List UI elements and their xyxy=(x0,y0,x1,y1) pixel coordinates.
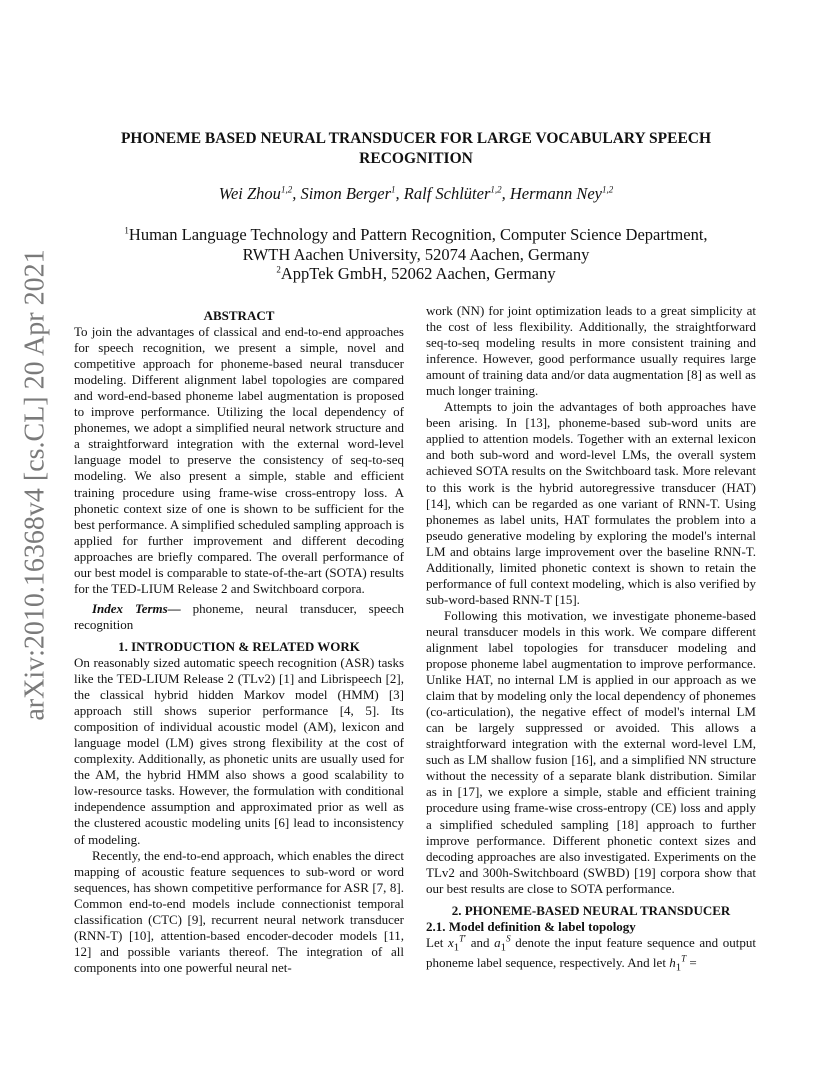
intro-paragraph-3: Attempts to join the advantages of both approaches have been arising. In [13], phoneme-based sub-word units are applied to attention models. Together with an external lexicon and both sub-word and word-level LMs, the overall system achieved SOTA results on the Switchboard task. More relevant to this work is the hybrid autoregressive transducer (HAT) [14], which can be regarded as one variant of RNN-T. Using phonemes as label units, HAT formulates the problem into a pseudo generative modeling by exploring the model's internal LM and obtains large improvement over the baseline RNN-T. Additionally, limited phonetic context is shown to retain the performance of full context modeling, which is also verified by sub-word-based RNN-T [15]. xyxy=(426,399,756,607)
author-affiliation-mark: 1,2 xyxy=(490,184,502,195)
author-name: Ralf Schlüter xyxy=(403,184,491,203)
author-name: Simon Berger xyxy=(300,184,392,203)
affiliation-1-line-1: $^1$Human Language Technology and Pattern Recognition, Computer Science Department, xyxy=(124,225,708,244)
section-2-heading: 2. PHONEME-BASED NEURAL TRANSDUCER xyxy=(451,902,731,918)
feature-sequence-symbol: x xyxy=(447,934,454,950)
arxiv-identifier: arXiv:2010.16368v4 [cs.CL] 20 Apr 2021 xyxy=(20,249,52,721)
author-affiliation-mark: 1,2 xyxy=(602,184,614,195)
affiliations xyxy=(84,225,748,284)
paper-title: PHONEME BASED NEURAL TRANSDUCER FOR LARGE VOCABULARY SPEECH RECOGNITION xyxy=(120,130,712,167)
subsection-2-1-heading: 2.1. Model definition & label topology xyxy=(426,918,636,934)
index-terms xyxy=(74,601,404,633)
author-name: Hermann Ney xyxy=(509,184,602,203)
affiliation-1-line-2: RWTH Aachen University, 52074 Aachen, Germany xyxy=(242,244,590,264)
hidden-sequence-symbol: h xyxy=(669,955,676,971)
abstract-text: To join the advantages of classical and end-to-end approaches for speech recognition, we present a simple, novel and competitive approach for phoneme-based neural transducer modeling. Different alignment label topologies are compared and word-end-based phoneme label augmentation is proposed to improve performance. Utilizing the local dependency of phonemes, we adopt a simplified neural network structure and a straightforward integration with the external word-level language model to preserve the consistency of seq-to-seq modeling. We also present a simple, stable and efficient training procedure using frame-wise cross-entropy loss. A phonetic context size of one is shown to be sufficient for the best performance. A simplified scheduled sampling approach is applied for further improvement and different decoding approaches are briefly compared. The overall performance of our best model is comparable to state-of-the-art (SOTA) results for the TED-LIUM Release 2 and Switchboard corpora. xyxy=(74,324,404,596)
intro-paragraph-2-continued: work (NN) for joint optimization leads to a great simplicity at the cost of less flexibility. Additionally, the straightforward seq-to-seq modeling results in more consistent training and inference. However, good performance usually requires large amount of training data and/or data augmentation [8] as well as much longer training. xyxy=(426,303,756,399)
right-column xyxy=(426,303,756,976)
arxiv-side-stamp xyxy=(6,249,66,721)
author-affiliation-mark: 1 xyxy=(391,184,396,195)
index-terms-label: Index Terms— xyxy=(92,600,181,616)
intro-paragraph-4: Following this motivation, we investigate phoneme-based neural transducer models in this work. We compare different alignment label topologies for transducer modeling and propose phoneme label augmentation to improve performance. Unlike HAT, no internal LM is applied in our approach as we claim that by modeling only the local dependency of phonemes (co-articulation), the negative effect of model's internal LM can be largely suppressed or avoided. This allows a straightforward integration with the external word-level LM, such as LM shallow fusion [16], and a simplified NN structure without the necessity of a separate blank distribution. Similar as in [17], we explore a simple, stable and efficient training procedure using frame-wise cross-entropy (CE) loss and apply a simplified scheduled sampling [18] approach to further improve performance. Different phonetic context sizes and decoding approaches are also investigated. Experiments on the TLv2 and 300h-Switchboard (SWBD) [19] corpora show that our best results are close to SOTA performance. xyxy=(426,607,756,896)
affiliation-2: $^2$AppTek GmbH, 52062 Aachen, Germany xyxy=(276,264,556,283)
label-sequence-symbol: a xyxy=(494,934,501,950)
section-2-text: Let $x_1^{T'}$ and $a_1^S$ denote the input feature sequence and output phoneme label sequence, respectively. And let $h_1^T$ = xyxy=(426,933,756,975)
left-column xyxy=(74,308,404,976)
abstract-heading: ABSTRACT xyxy=(203,308,275,323)
intro-paragraph-1: On reasonably sized automatic speech recognition (ASR) tasks like the TED-LIUM Release 2 (TLv2) [1] and Librispeech [2], the classical hybrid hidden Markov model (HMM) [3] approach still shows superior performance [4, 5]. Its composition of individual acoustic model (AM), lexicon and language model (LM) gives strong flexibility at the cost of complexity. Additionally, as phonetic units are usually used for the AM, the hybrid HMM also shows a good scalability to low-resource tasks. However, the formulation with conditional independence assumption and approximated prior as well as the clustered acoustic modeling units [6] lead to inconsistency of modeling. xyxy=(74,654,404,847)
intro-paragraph-2: Recently, the end-to-end approach, which enables the direct mapping of acoustic feature sequences to sub-word or word sequences, has shown competitive performance for ASR [7, 8]. Common end-to-end models include connectionist temporal classification (CTC) [9], recurrent neural network transducer (RNN-T) [10], attention-based encoder-decoder models [11, 12] and possible variants thereof. The integration of all components into one powerful neural net- xyxy=(74,847,404,975)
author-list: Wei Zhou$^{1,2}$, Simon Berger$^1$, Ralf Schlüter$^{1,2}$, Hermann Ney$^{1,2}$ xyxy=(218,184,614,203)
author-name: Wei Zhou xyxy=(218,184,281,203)
section-1-heading: 1. INTRODUCTION & RELATED WORK xyxy=(118,638,360,654)
author-affiliation-mark: 1,2 xyxy=(280,184,293,195)
index-terms-text: phoneme, neural transducer, speech recognition xyxy=(74,600,405,632)
